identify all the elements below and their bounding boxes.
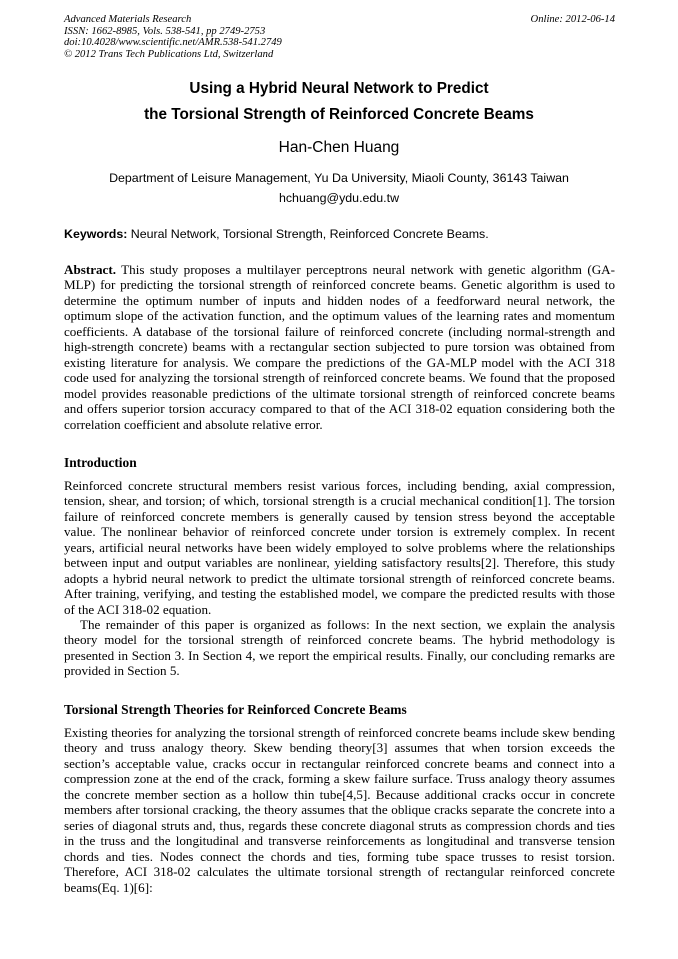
publication-info: [64, 14, 282, 60]
issn: ISSN: 1662-8985, Vols. 538-541, pp 2749-2753: [64, 25, 266, 37]
keywords: [64, 227, 489, 241]
doi: doi:10.4028/www.scientific.net/AMR.538-541.2749: [64, 37, 282, 49]
author: Han-Chen Huang: [278, 139, 400, 156]
theories-heading: Torsional Strength Theories for Reinforced Concrete Beams: [64, 702, 407, 717]
email: hchuang@ydu.edu.tw: [278, 191, 400, 205]
affiliation: Department of Leisure Management, Yu Da University, Miaoli County, 36143 Taiwan: [109, 171, 569, 185]
keywords-text: Neural Network, Torsional Strength, Reinforced Concrete Beams.: [127, 227, 489, 241]
abstract-label: Abstract.: [64, 262, 116, 277]
paper-title-line1: Using a Hybrid Neural Network to Predict: [189, 80, 489, 97]
journal-name: Advanced Materials Research: [64, 14, 192, 25]
paper-title-line2: the Torsional Strength of Reinforced Concrete Beams: [144, 106, 534, 123]
introduction-paragraph-1: Reinforced concrete structural members resist various forces, including bending, axial compression, tension, shear, and torsion; of which, torsional strength is a crucial mechanical condition[1]. The torsion failure of reinforced concrete members is generally caused by tension stress beyond the acceptable value. The nonlinear behavior of reinforced concrete under torsion is extremely complex. In recent years, artificial neural networks have been widely employed to solve problems where the relationships between input and output variables are nonlinear, yielding satisfactory results[2]. Therefore, this study adopts a hybrid neural network to predict the ultimate torsional strength of reinforced concrete beams. After training, verifying, and testing the established model, we compare the predicted results with those of the ACI 318-02 equation.: [64, 478, 615, 617]
keywords-label: Keywords:: [64, 227, 128, 241]
abstract-text: This study proposes a multilayer perceptrons neural network with genetic algorithm (GA-MLP) for predicting the torsional strength of reinforced concrete beams. Genetic algorithm is used to determine the optimum number of inputs and hidden nodes of a feedforward neural network, the optimum slope of the activation function, and the optimum values of the learning rates and momentum coefficients. A database of the torsional failure of reinforced concrete (including normal-strength and high-strength concrete) beams with a rectangular section subjected to pure torsion was obtained from existing literature for analysis. We compare the predictions of the GA-MLP model with the ACI 318 code used for analyzing the torsional strength of reinforced concrete beams. We found that the proposed model provides reasonable predictions of the ultimate torsional strength of reinforced concrete beams and offers superior torsion accuracy compared to that of the ACI 318-02 equation considering both the correlation coefficient and absolute relative error.: [64, 262, 615, 432]
introduction-heading: Introduction: [64, 455, 137, 470]
online-date: Online: 2012-06-14: [530, 14, 615, 25]
abstract: [64, 262, 615, 432]
theories-paragraph-1: Existing theories for analyzing the torsional strength of reinforced concrete beams include skew bending theory and truss analogy theory. Skew bending theory[3] assumes that when torsion exceeds the section’s acceptable value, cracks occur in rectangular reinforced concrete beams and connect into a compression zone at the end of the crack, forming a skew failure surface. Truss analogy theory assumes the concrete member section as a hollow thin tube[4,5]. Because additional cracks occur in concrete members after torsional cracking, the theory assumes that the oblique cracks separate the concrete into a series of diagonal struts and, thus, regards these concrete diagonal struts as compression chords and ties in the truss and the longitudinal and transverse reinforcements as longitudinal and transverse tension chords and ties. Nodes connect the chords and ties, forming tube space trusses to resist torsion. Therefore, ACI 318-02 calculates the ultimate torsional strength of rectangular reinforced concrete beams(Eq. 1)[6]:: [64, 725, 615, 895]
introduction-paragraph-2: The remainder of this paper is organized as follows: In the next section, we explain the analysis theory model for the torsional strength of reinforced concrete beams. The hybrid methodology is presented in Section 3. In Section 4, we report the empirical results. Finally, our concluding remarks are provided in Section 5.: [64, 617, 615, 679]
copyright: © 2012 Trans Tech Publications Ltd, Switzerland: [64, 48, 274, 60]
